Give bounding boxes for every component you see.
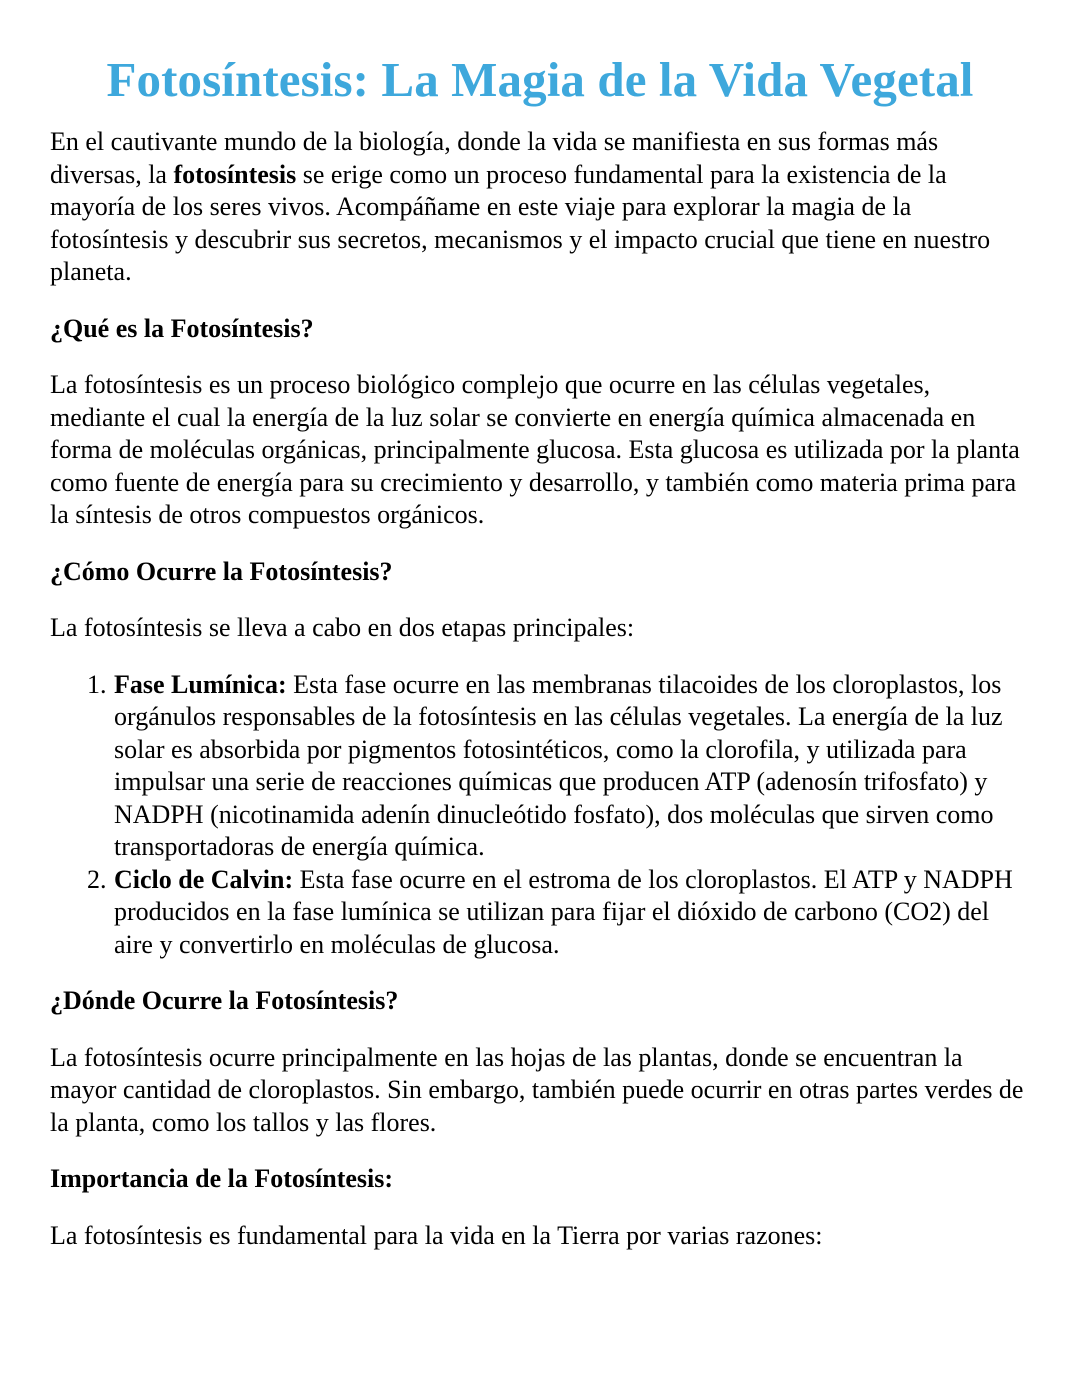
- step-text: Esta fase ocurre en el estroma de los cloroplastos. El ATP y NADPH producidos en la fase lumínica se utilizan para fijar el dióxido de carbono (CO2) del aire y convertirlo en moléculas de glucosa.: [114, 864, 1013, 959]
- step-title: Fase Lumínica:: [114, 669, 287, 699]
- heading-where: ¿Dónde Ocurre la Fotosíntesis?: [50, 986, 399, 1015]
- intro-text-before: En el cautivante mundo de la biología, donde la vida se manifiesta en sus formas más diversas, la: [50, 127, 939, 189]
- steps-list: [50, 669, 1030, 962]
- intro-text-after: se erige como un proceso fundamental para la existencia de la mayoría de los seres vivos. Acompáñame en este viaje para explorar la magia de la fotosíntesis y descubrir sus secretos, mecanismos y el impacto crucial que tiene en nuestro planeta.: [50, 159, 991, 286]
- intro-bold-term: fotosíntesis: [173, 159, 297, 189]
- intro-paragraph: [50, 126, 1030, 289]
- page-title: Fotosíntesis: La Magia de la Vida Vegetal: [106, 52, 974, 107]
- step-title: Ciclo de Calvin:: [114, 864, 294, 894]
- list-item: [113, 864, 1030, 962]
- paragraph-where: La fotosíntesis ocurre principalmente en las hojas de las plantas, donde se encuentran la mayor cantidad de cloroplastos. Sin embargo, también puede ocurrir en otras partes verdes de la planta, como los tallos y las flores.: [50, 1042, 1024, 1137]
- paragraph-what: La fotosíntesis es un proceso biológico complejo que ocurre en las células vegetales, mediante el cual la energía de la luz solar se convierte en energía química almacenada en forma de moléculas orgánicas, principalmente glucosa. Esta glucosa es utilizada por la planta como fuente de energía para su crecimiento y desarrollo, y también como materia prima para la síntesis de otros compuestos orgánicos.: [50, 370, 1020, 529]
- paragraph-importance: La fotosíntesis es fundamental para la vida en la Tierra por varias razones:: [50, 1220, 823, 1250]
- list-item: [113, 669, 1030, 864]
- heading-importance: Importancia de la Fotosíntesis:: [50, 1164, 394, 1193]
- step-text: Esta fase ocurre en las membranas tilacoides de los cloroplastos, los orgánulos responsables de la fotosíntesis en las células vegetales. La energía de la luz solar es absorbida por pigmentos fotosintéticos, como la clorofila, y utilizada para impulsar una serie de reacciones químicas que producen ATP (adenosín trifosfato) y NADPH (nicotinamida adenín dinucleótido fosfato), dos moléculas que sirven como transportadoras de energía química.: [114, 669, 1003, 861]
- paragraph-how: La fotosíntesis se lleva a cabo en dos etapas principales:: [50, 613, 635, 642]
- heading-what: ¿Qué es la Fotosíntesis?: [50, 313, 314, 343]
- heading-how: ¿Cómo Ocurre la Fotosíntesis?: [50, 556, 393, 586]
